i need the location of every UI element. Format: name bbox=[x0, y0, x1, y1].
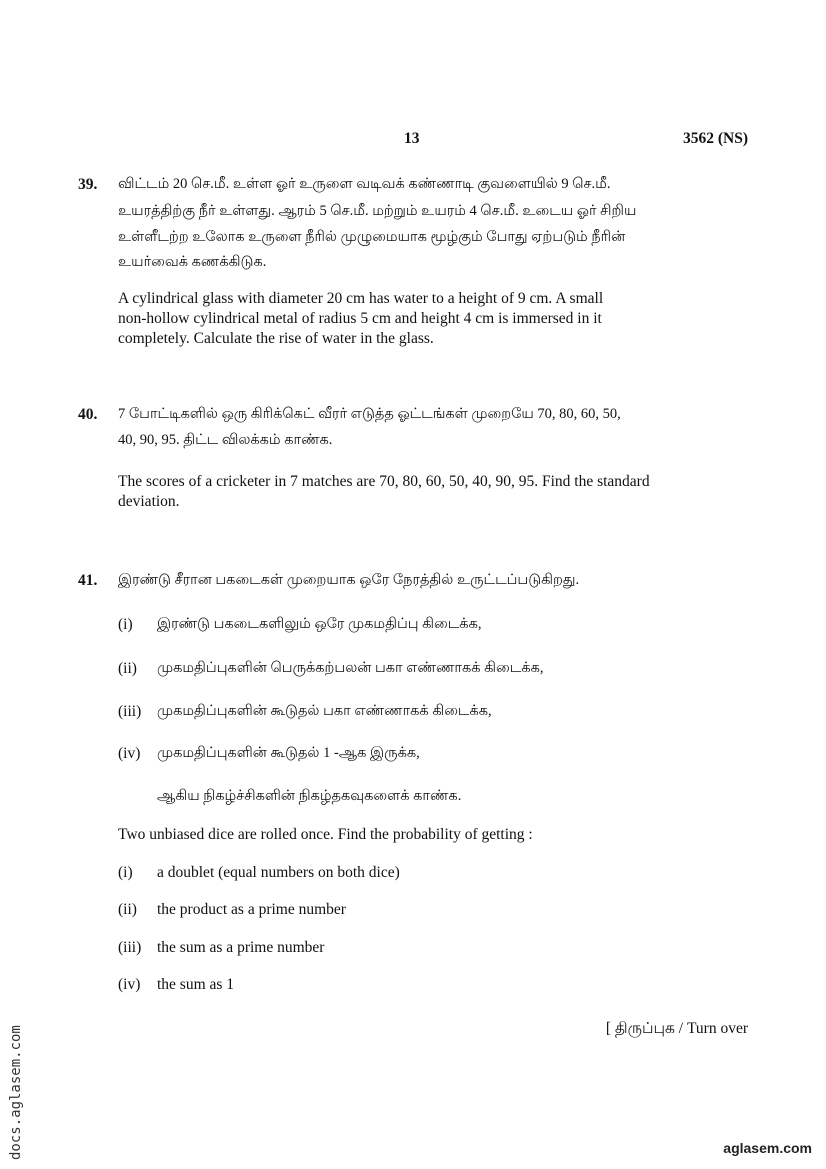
tamil-part: முகமதிப்புகளின் கூடுதல் பகா எண்ணாகக் கிடைக்க, bbox=[157, 703, 492, 719]
english-part: a doublet (equal numbers on both dice) bbox=[157, 864, 400, 881]
english-intro: Two unbiased dice are rolled once. Find the probability of getting : bbox=[118, 826, 533, 843]
english-line: The scores of a cricketer in 7 matches are 70, 80, 60, 50, 40, 90, 95. Find the standard bbox=[118, 473, 650, 490]
tamil-line: உள்ளீடற்ற உலோக உருளை நீரில் முழுமையாக மூழ்கும் போது ஏற்படும் நீரின் bbox=[118, 229, 626, 245]
question-number: 41. bbox=[78, 572, 98, 589]
english-line: deviation. bbox=[118, 493, 180, 510]
question-number: 39. bbox=[78, 176, 98, 193]
tamil-part: இரண்டு பகடைகளிலும் ஒரே முகமதிப்பு கிடைக்க, bbox=[157, 616, 482, 632]
turn-over: [ திருப்புக / Turn over bbox=[605, 1020, 748, 1037]
english-part: the product as a prime number bbox=[157, 901, 346, 918]
part-label: (iii) bbox=[118, 703, 142, 720]
part-label: (iv) bbox=[118, 745, 141, 762]
tamil-line: விட்டம் 20 செ.மீ. உள்ள ஓர் உருளை வடிவக் கண்ணாடி குவளையில் 9 செ.மீ. bbox=[118, 176, 611, 192]
tamil-line: உயர்வைக் கணக்கிடுக. bbox=[118, 254, 267, 270]
part-label: (i) bbox=[118, 864, 133, 881]
tamil-part: முகமதிப்புகளின் கூடுதல் 1 -ஆக இருக்க, bbox=[157, 745, 420, 761]
tamil-line: உயரத்திற்கு நீர் உள்ளது. ஆரம் 5 செ.மீ. மற்றும் உயரம் 4 செ.மீ. உடைய ஓர் சிறிய bbox=[118, 203, 637, 219]
part-label: (iii) bbox=[118, 939, 142, 956]
tamil-outro: ஆகிய நிகழ்ச்சிகளின் நிகழ்தகவுகளைக் காண்க. bbox=[157, 788, 462, 804]
part-label: (i) bbox=[118, 616, 133, 633]
english-line: completely. Calculate the rise of water in the glass. bbox=[118, 330, 434, 347]
english-part: the sum as a prime number bbox=[157, 939, 325, 956]
part-label: (ii) bbox=[118, 660, 137, 677]
watermark: docs.aglasem.com bbox=[8, 1025, 24, 1160]
page-number: 13 bbox=[404, 130, 420, 147]
tamil-line: 7 போட்டிகளில் ஒரு கிரிக்கெட் வீரர் எடுத்த ஓட்டங்கள் முறையே 70, 80, 60, 50, bbox=[118, 406, 621, 422]
part-label: (ii) bbox=[118, 901, 137, 918]
tamil-line: 40, 90, 95. திட்ட விலக்கம் காண்க. bbox=[118, 432, 333, 448]
english-part: the sum as 1 bbox=[157, 976, 235, 993]
part-label: (iv) bbox=[118, 976, 141, 993]
brand-logo: aglasem.com bbox=[723, 1140, 812, 1156]
english-line: non-hollow cylindrical metal of radius 5 cm and height 4 cm is immersed in it bbox=[118, 310, 602, 327]
tamil-part: முகமதிப்புகளின் பெருக்கற்பலன் பகா எண்ணாகக் கிடைக்க, bbox=[157, 660, 544, 676]
tamil-intro: இரண்டு சீரான பகடைகள் முறையாக ஒரே நேரத்தில் உருட்டப்படுகிறது. bbox=[118, 572, 580, 588]
paper-code: 3562 (NS) bbox=[682, 130, 748, 147]
question-number: 40. bbox=[78, 406, 98, 423]
english-line: A cylindrical glass with diameter 20 cm has water to a height of 9 cm. A small bbox=[118, 290, 604, 307]
